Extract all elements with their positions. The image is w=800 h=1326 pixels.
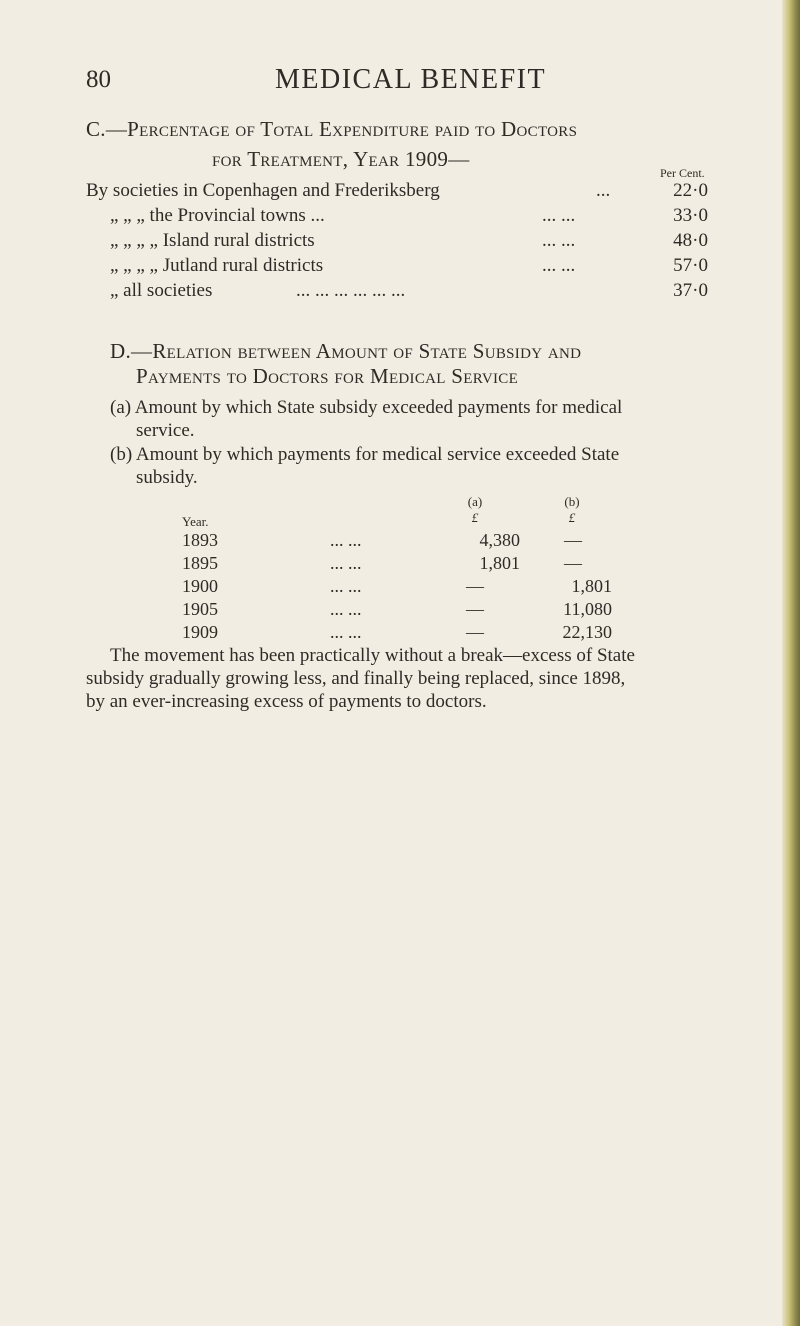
item-b-line2: subsidy. [136,467,198,488]
column-b-header: (b) [564,494,580,509]
column-year-header: Year. [182,514,209,529]
item-a-line2: service. [136,420,195,441]
section-d-heading-line2: Payments to Doctors for Medical Service [136,364,519,388]
percentage-row-value: 33·0 [673,205,708,226]
table-year: 1893 [182,530,218,550]
percentage-row-label: By societies in Copenhagen and Frederiksberg [86,180,440,201]
table-cell-b: — [564,553,582,573]
item-b-line1: (b) Amount by which payments for medical service exceeded State [110,444,620,465]
table-cell-a: 1,801 [479,553,520,573]
table-cell-a: — [466,622,484,642]
per-cent-header: Per Cent. [660,166,705,180]
percentage-row-value: 22·0 [673,180,708,201]
percentage-row-label: „ „ „ the Provincial towns ... [110,205,325,226]
table-year: 1895 [182,553,218,573]
table-leader: ... ... [330,622,362,642]
percentage-row-label: „ „ „ „ Island rural districts [110,230,315,251]
table-cell-a: 4,380 [479,530,520,550]
percentage-row-value: 48·0 [673,230,708,251]
table-year: 1900 [182,576,218,596]
percentage-row-value: 57·0 [673,255,708,276]
section-c-heading-line1: C.—Percentage of Total Expenditure paid to Doctors [86,117,578,141]
conclusion-line2: subsidy gradually growing less, and finally being replaced, since 1898, [86,668,626,689]
table-cell-b: 11,080 [563,599,612,619]
conclusion-line1: The movement has been practically without a break—excess of State [110,645,635,666]
table-cell-a: — [466,576,484,596]
table-leader: ... ... [330,553,362,573]
table-year: 1905 [182,599,218,619]
running-title: MEDICAL BENEFIT [275,64,547,95]
column-a-header: (a) [467,494,483,509]
table-leader: ... ... [330,576,362,596]
table-leader: ... ... [330,530,362,550]
percentage-row-label: „ all societies [110,280,213,301]
page-edge [782,0,800,1326]
percentage-row-leader: ... [596,180,611,201]
percentage-row-label: „ „ „ „ Jutland rural districts [110,255,324,276]
table-leader: ... ... [330,599,362,619]
conclusion-line3: by an ever-increasing excess of payments to doctors. [86,691,487,712]
section-c-heading-line2: for Treatment, Year 1909— [212,147,470,171]
table-cell-b: 1,801 [571,576,612,596]
table-cell-b: 22,130 [562,622,612,642]
percentage-row-value: 37·0 [673,280,708,301]
section-d-heading-line1: D.—Relation between Amount of State Subsidy and [110,339,582,363]
table-cell-a: — [466,599,484,619]
percentage-row-leader: ... ... [542,205,576,226]
percentage-row-leader: ... ... ... ... ... ... [296,280,406,301]
column-b-unit: £ [568,510,576,525]
item-a-line1: (a) Amount by which State subsidy exceeded payments for medical [110,397,623,418]
page-number: 80 [86,66,111,93]
percentage-row-leader: ... ... [542,255,576,276]
percentage-row-leader: ... ... [542,230,576,251]
table-year: 1909 [182,622,218,642]
table-cell-b: — [564,530,582,550]
column-a-unit: £ [471,510,479,525]
